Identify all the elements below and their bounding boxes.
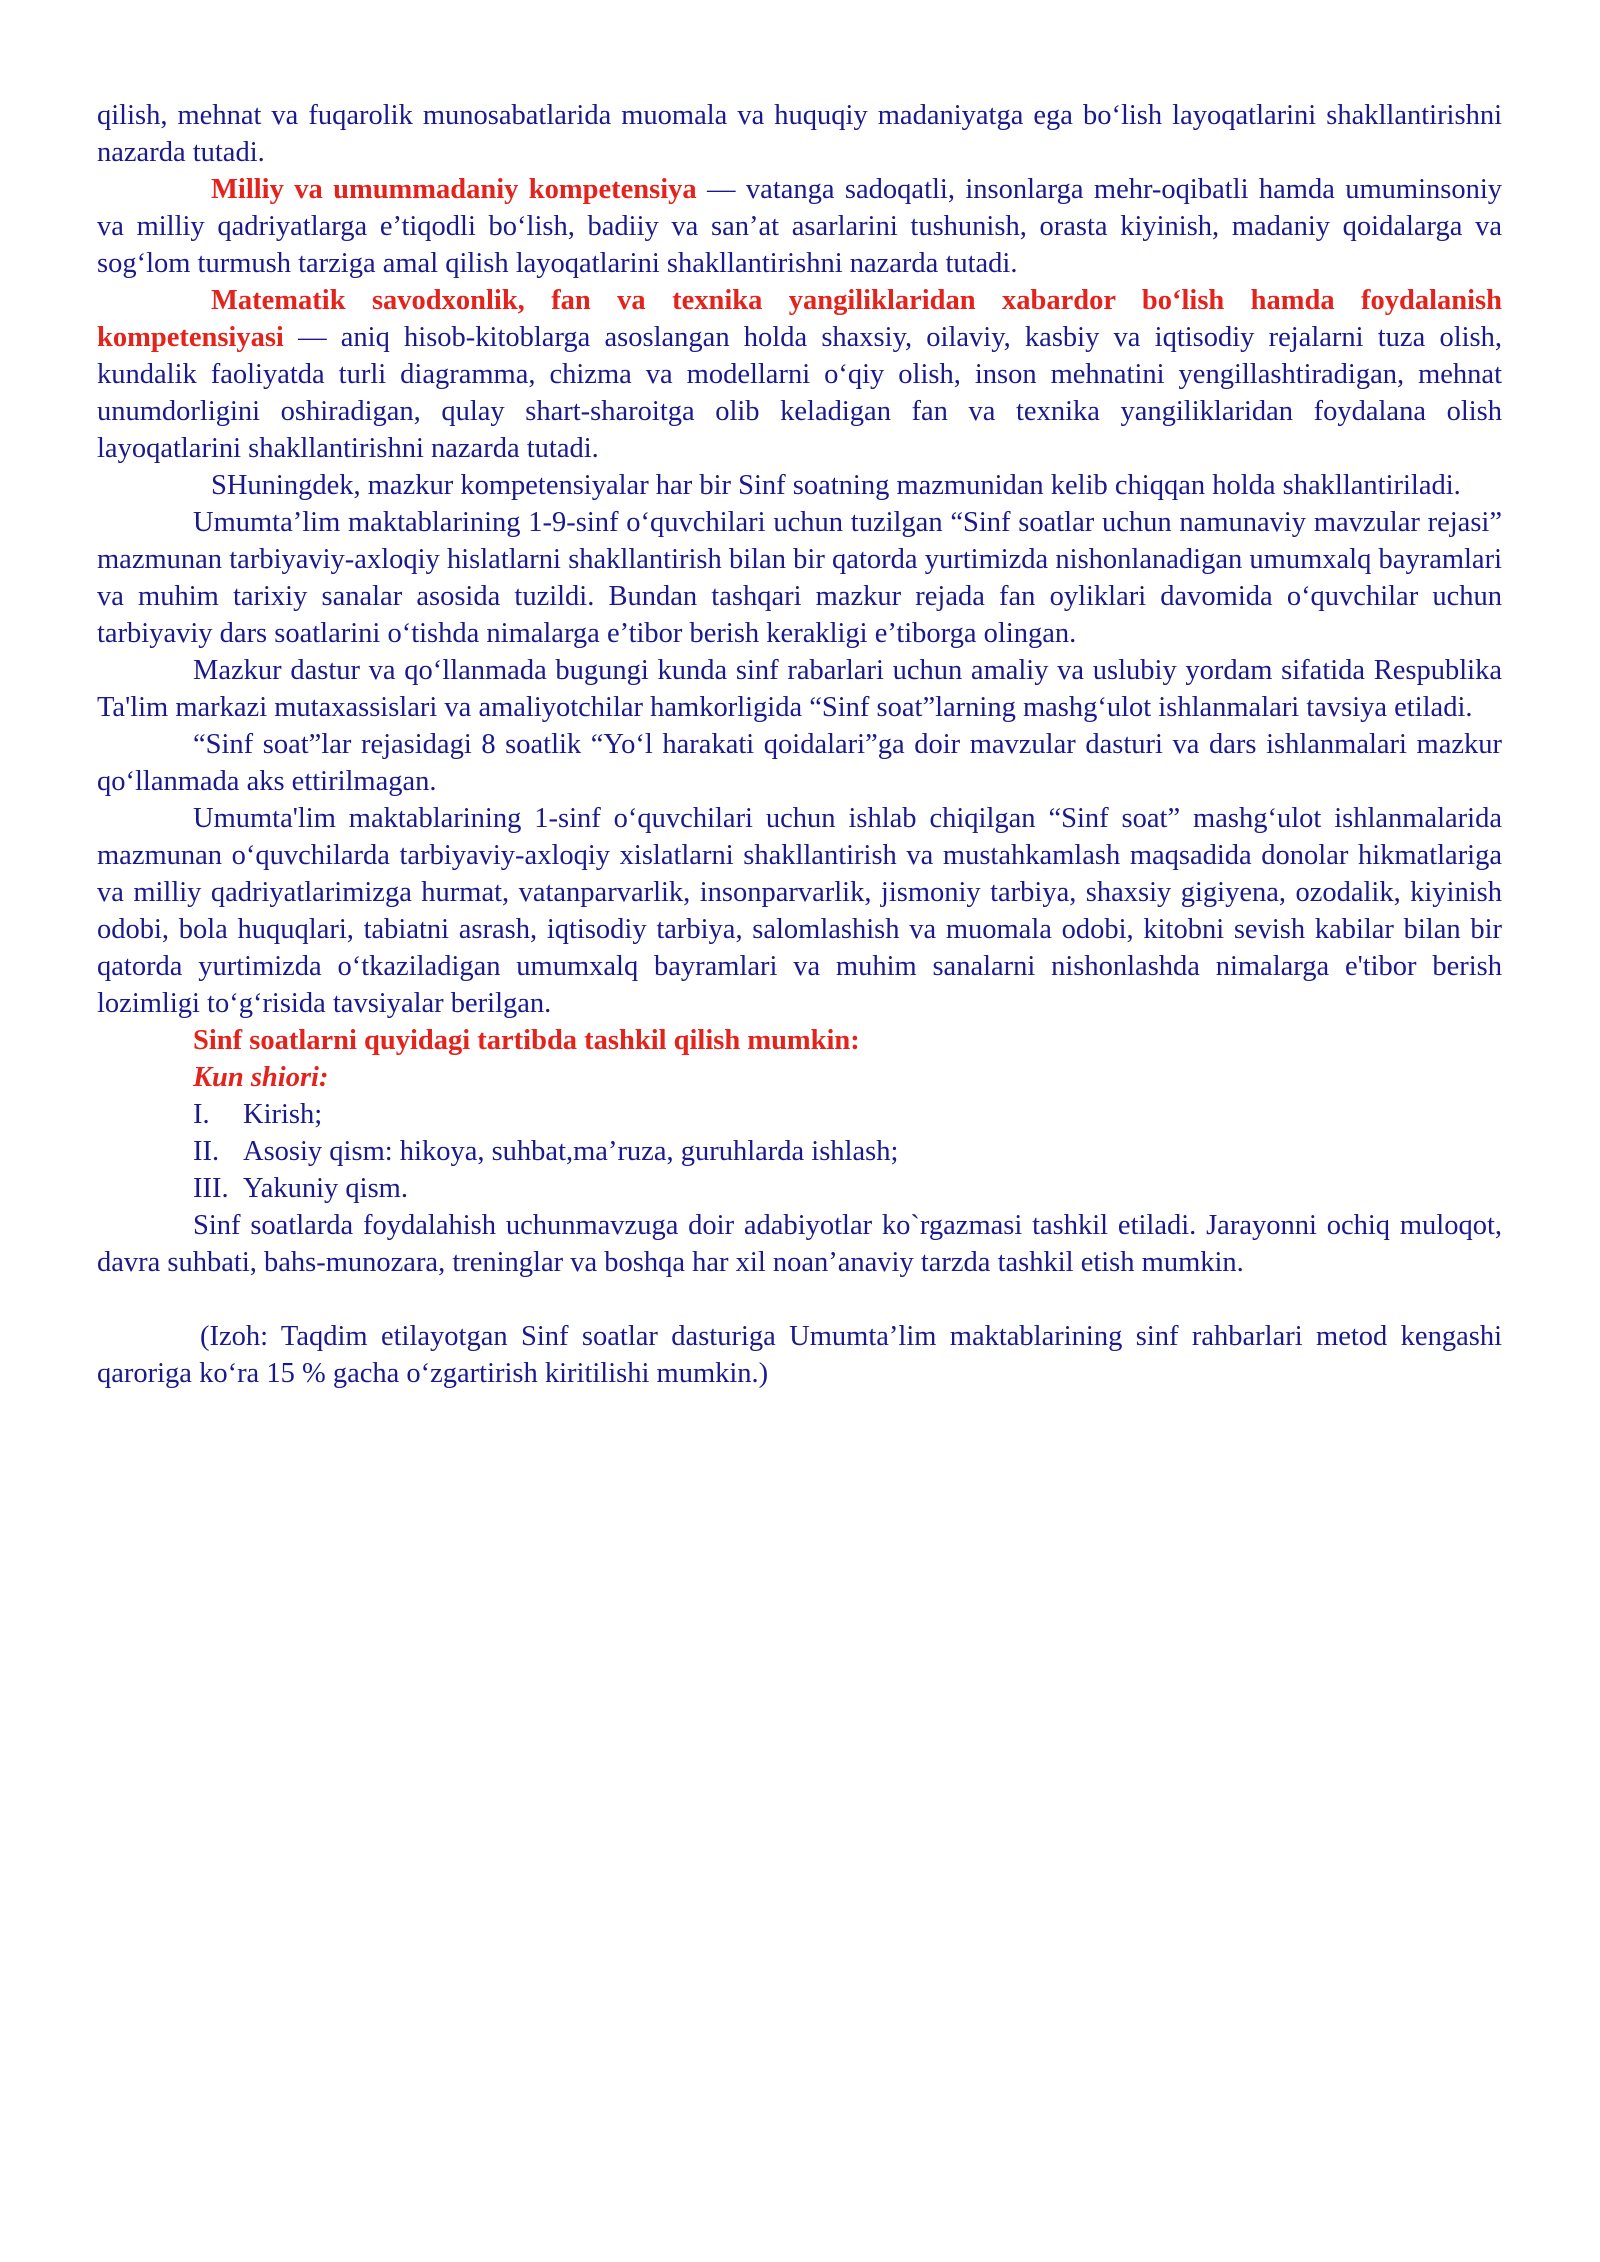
section-heading-order: Sinf soatlarni quyidagi tartibda tashkil qilish mumkin: xyxy=(193,1025,860,1056)
list-item-number: I. xyxy=(193,1099,210,1130)
paragraph-first-grade: Umumta'lim maktablarining 1-sinf o‘quvchilari uchun ishlab chiqilgan “Sinf soat” mashg‘ulot ishlanmalarida mazmunan o‘quvchilarda tarbiyaviy-axloqiy xislatlarni shakllantirish va mustahkamlash maqsadida donolar hikmatlariga va milliy qadriyatlarimizga hurmat, vatanparvarlik, insonparvarlik, jismoniy tarbiya, shaxsiy gigiyena, ozodalik, kiyinish odobi, bola huquqlari, tabiatni asrash, iqtisodiy tarbiya, salomlashish va muomala odobi, kitobni sevish kabilar bilan bir qatorda yurtimizda o‘tkaziladigan umumxalq bayramlari va muhim sanalarni nishonlashda nimalarga e'tibor berish lozimligi to‘g‘risida tavsiyalar berilgan. xyxy=(97,803,1502,1019)
list-item-text: Kirish; xyxy=(243,1099,323,1130)
paragraph-math-competence xyxy=(97,282,1502,467)
motto-label: Kun shiori: xyxy=(193,1062,329,1093)
list-item xyxy=(97,1096,1502,1133)
list-item-text: Yakuniy qism. xyxy=(243,1173,408,1204)
paragraph-intro-continuation: qilish, mehnat va fuqarolik munosabatlarida muomala va huquqiy madaniyatga ega bo‘lish layoqatlarini shakllantirishni nazarda tutadi. xyxy=(97,100,1502,168)
list-item-number: II. xyxy=(193,1136,220,1167)
competence-text-national: — vatanga sadoqatli, insonlarga mehr-oqibatli hamda umuminsoniy va milliy qadriyatlarga e’tiqodli bo‘lish, badiiy va san’at asarlarini tushunish, orasta kiyinish, madaniy qoidalarga va sog‘lom turmush tarziga amal qilish layoqatlarini shakllantirishni nazarda tutadi. xyxy=(97,174,1502,279)
paragraph-traffic-rules: “Sinf soat”lar rejasidagi 8 soatlik “Yo‘l harakati qoidalari”ga doir mavzular dasturi va dars ishlanmalari mazkur qo‘llanmada aks ettirilmagan. xyxy=(97,729,1502,797)
list-item xyxy=(97,1170,1502,1207)
competence-text-math: — aniq hisob-kitoblarga asoslangan holda shaxsiy, oilaviy, kasbiy va iqtisodiy rejalarni tuza olish, kundalik faoliyatda turli diagramma, chizma va modellarni o‘qiy olish, inson mehnatini yengillashtiradigan, mehnat unumdorligini oshiradigan, qulay shart-sharoitga olib keladigan fan va texnika yangiliklaridan foydalana olish layoqatlarini shakllantirishni nazarda tutadi. xyxy=(97,322,1502,464)
paragraph-national-competence xyxy=(97,171,1502,282)
paragraph-topic-plan: Umumta’lim maktablarining 1-9-sinf o‘quvchilari uchun tuzilgan “Sinf soatlar uchun namunaviy mavzular rejasi” mazmunan tarbiyaviy-axloqiy hislatlarni shakllantirish bilan bir qatorda yurtimizda nishonlanadigan umumxalq bayramlari va muhim tarixiy sanalar asosida tuzildi. Bundan tashqari mazkur rejada fan oyliklari davomida o‘quvchilar uchun tarbiyaviy dars soatlarini o‘tishda nimalarga e’tibor berish kerakligi e’tiborga olingan. xyxy=(97,507,1502,649)
list-item-text: Asosiy qism: hikoya, suhbat,ma’ruza, guruhlarda ishlash; xyxy=(243,1136,899,1167)
list-item-number: III. xyxy=(193,1173,229,1204)
paragraph-exhibition: Sinf soatlarda foydalahish uchunmavzuga doir adabiyotlar ko`rgazmasi tashkil etiladi. Jarayonni ochiq muloqot, davra suhbati, bahs-munozara, treninglar va boshqa har xil noan’anaviy tarzda tashkil etish mumkin. xyxy=(97,1210,1502,1278)
lesson-structure-list xyxy=(97,1096,1502,1207)
document-page xyxy=(97,97,1502,1392)
paragraph-note: (Izoh: Taqdim etilayotgan Sinf soatlar dasturiga Umumta’lim maktablarining sinf rahbarlari metod kengashi qaroriga ko‘ra 15 % gacha o‘zgartirish kiritilishi mumkin.) xyxy=(97,1321,1502,1389)
paragraph-competencies-summary: SHuningdek, mazkur kompetensiyalar har bir Sinf soatning mazmunidan kelib chiqqan holda shakllantiriladi. xyxy=(211,470,1461,501)
competence-title-math: Matematik savodxonlik, fan va texnika yangiliklaridan xabardor bo‘lish hamda foydalanish kompetensiyasi xyxy=(97,285,1502,353)
competence-title-national: Milliy va umummadaniy kompetensiya xyxy=(211,174,697,205)
spacer xyxy=(97,1281,1502,1318)
paragraph-manual-purpose: Mazkur dastur va qo‘llanmada bugungi kunda sinf rabarlari uchun amaliy va uslubiy yordam sifatida Respublika Ta'lim markazi mutaxassislari va amaliyotchilar hamkorligida “Sinf soat”larning mashg‘ulot ishlanmalari tavsiya etiladi. xyxy=(97,655,1502,723)
list-item xyxy=(97,1133,1502,1170)
